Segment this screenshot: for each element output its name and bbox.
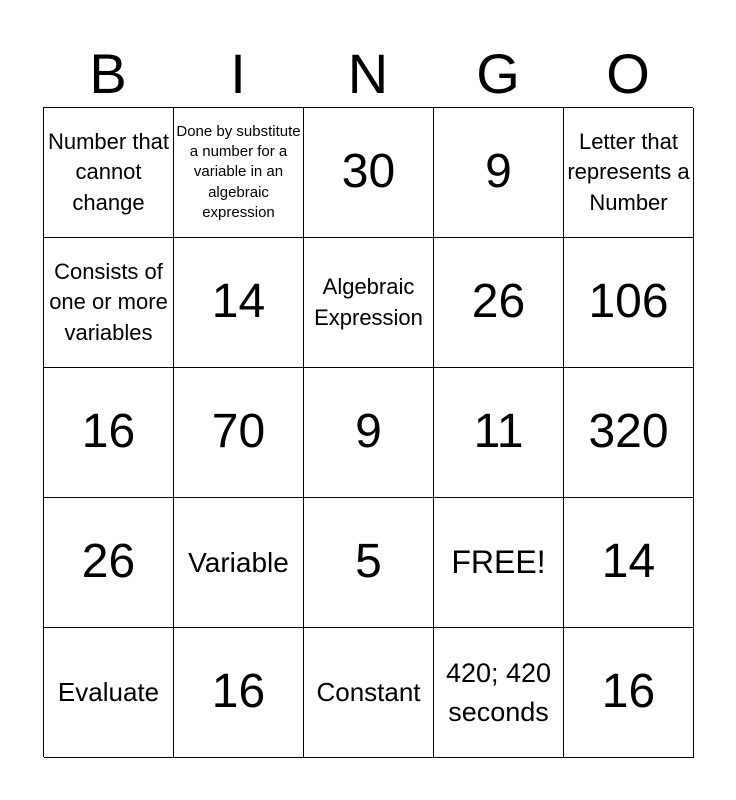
cell-text: Variable	[188, 546, 289, 578]
bingo-cell	[564, 368, 694, 498]
cell-text: 16	[211, 665, 266, 719]
bingo-cell	[304, 498, 434, 628]
bingo-header	[43, 40, 693, 107]
bingo-cell	[44, 628, 174, 758]
cell-text: 26	[471, 275, 526, 329]
bingo-free-cell	[434, 498, 564, 628]
cell-text: 70	[211, 405, 266, 459]
bingo-cell	[434, 238, 564, 368]
cell-text: 16	[601, 665, 656, 719]
header-letter-g: G	[476, 42, 520, 105]
bingo-cell	[564, 498, 694, 628]
cell-text: 30	[341, 145, 396, 199]
cell-text: Algebraic Expression	[314, 274, 423, 330]
bingo-cell	[44, 238, 174, 368]
bingo-cell	[304, 238, 434, 368]
bingo-cell	[44, 498, 174, 628]
bingo-cell	[304, 108, 434, 238]
bingo-cell	[564, 238, 694, 368]
header-letter-n: N	[347, 42, 389, 105]
bingo-cell	[174, 498, 304, 628]
cell-text: 5	[355, 535, 382, 589]
cell-text: Evaluate	[57, 676, 160, 707]
cell-text: 420; 420 seconds	[445, 658, 552, 727]
cell-text: 14	[601, 535, 656, 589]
bingo-cell	[304, 368, 434, 498]
header-letter-b: B	[89, 42, 127, 105]
header-letter-o: O	[606, 42, 650, 105]
cell-text: Consists of one or more variables	[49, 258, 168, 345]
bingo-cell	[44, 108, 174, 238]
bingo-cell	[434, 368, 564, 498]
header-letter-i: I	[230, 42, 246, 105]
cell-text: 9	[355, 405, 382, 459]
cell-text: Number that cannot change	[47, 128, 170, 215]
bingo-cell	[174, 238, 304, 368]
cell-text: Constant	[316, 676, 421, 707]
bingo-cell	[174, 368, 304, 498]
cell-text: 106	[588, 275, 669, 329]
cell-text: 16	[81, 405, 136, 459]
cell-text: Done by substitute a number for a variable in an algebraic expression	[176, 122, 301, 221]
bingo-cell	[174, 108, 304, 238]
cell-text: 11	[473, 405, 524, 459]
bingo-cell	[564, 108, 694, 238]
cell-text: 26	[81, 535, 136, 589]
bingo-cell	[44, 368, 174, 498]
bingo-cell	[564, 628, 694, 758]
bingo-cell	[304, 628, 434, 758]
cell-text: 9	[485, 145, 512, 199]
bingo-cell	[434, 108, 564, 238]
free-space-label: FREE!	[451, 544, 546, 581]
bingo-card-grid	[43, 107, 693, 757]
cell-text: 14	[211, 275, 266, 329]
bingo-cell	[174, 628, 304, 758]
cell-text: 320	[588, 405, 669, 459]
cell-text: Letter that represents a Number	[567, 128, 690, 215]
bingo-cell	[434, 628, 564, 758]
